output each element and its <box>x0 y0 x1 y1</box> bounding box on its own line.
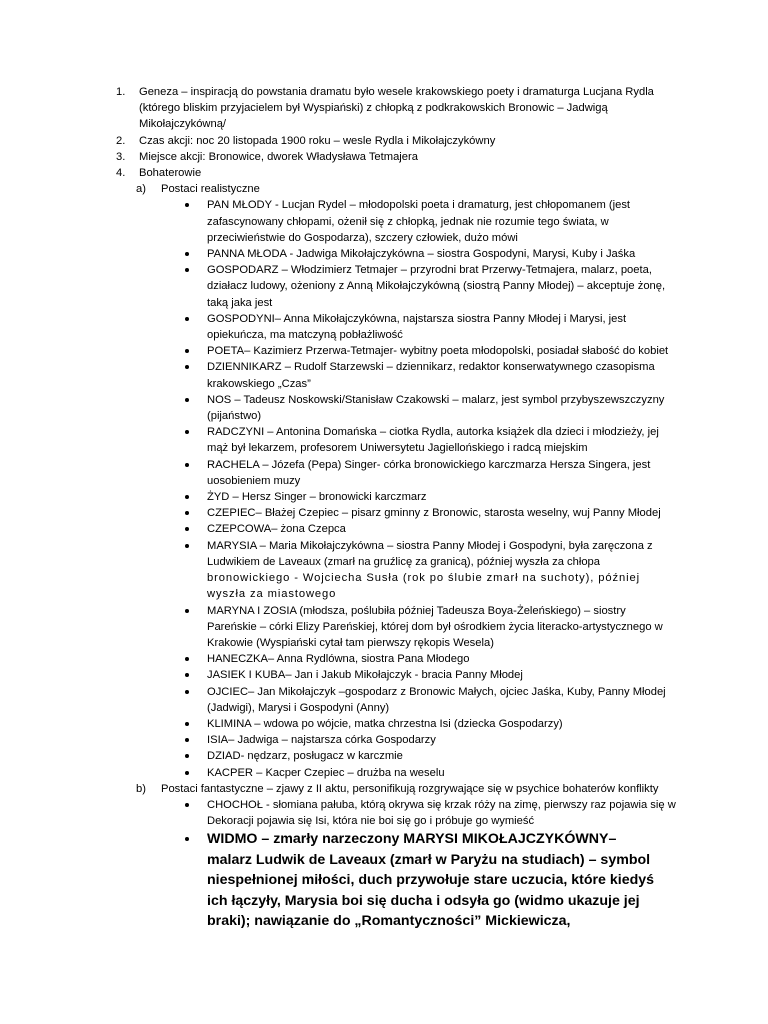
list-item <box>0 489 677 505</box>
bullet-text: KACPER – Kacper Czepiec – drużba na weselu <box>207 766 445 779</box>
item-text: Bohaterowie <box>139 167 202 180</box>
bullet-dot <box>185 803 189 807</box>
list-item <box>0 603 677 652</box>
bullet-dot <box>185 690 189 694</box>
bullet-dot <box>185 365 189 369</box>
bullet-text: GOSPODYNI– Anna Mikołajczykówna, najstarsza siostra Panny Młodej i Marysi, jest opiekuńcza, ma matczyną pobłażliwość <box>207 312 627 342</box>
list-item <box>0 457 677 489</box>
item-text: Czas akcji: noc 20 listopada 1900 roku – wesle Rydla i Mikołajczykówny <box>139 134 496 147</box>
list-item <box>0 748 677 764</box>
numbered-item-characters <box>0 165 659 181</box>
list-item <box>0 262 677 311</box>
document-page <box>0 84 768 932</box>
bullet-text: GOSPODARZ – Włodzimierz Tetmajer – przyrodni brat Przerwy-Tetmajera, malarz, poeta, działacz ludowy, ożeniony z Anną Mikołajczykówną (siostrą Panny Młodej) – akceptuje żonę, taką jaka jest <box>207 264 666 309</box>
bullet-text: MARYSIA – Maria Mikołajczykówna – siostra Panny Młodej i Gospodyni, była zaręczona z Ludwikiem de Laveaux (zmarł na gruźlicę za granicą), później wyszła za chłopa <box>207 539 653 568</box>
bullet-dot <box>185 349 189 353</box>
fantastic-characters-list <box>0 797 768 932</box>
bullet-dot <box>185 511 189 515</box>
item-number: 1. <box>116 86 126 98</box>
bullet-text: ŻYD – Hersz Singer – bronowicki karczmarz <box>207 491 427 504</box>
list-item <box>0 246 677 262</box>
list-item <box>0 392 677 424</box>
bullet-text: CZEPIEC– Błażej Czepiec – pisarz gminny z Bronowic, starosta weselny, wuj Panny Młodej <box>207 507 661 520</box>
bullet-text: KLIMINA – wdowa po wójcie, matka chrzestna Isi (dziecka Gospodarzy) <box>207 717 563 730</box>
bullet-dot <box>185 527 189 531</box>
list-item <box>0 797 677 829</box>
list-item <box>0 505 677 521</box>
bullet-text: PAN MŁODY - Lucjan Rydel – młodopolski poeta i dramaturg, jest chłopomanem (jest zafascynowany chłopami, ożenił się z chłopką, jednak nie rozumie tego świata, w przeciwieństwie do Gospodarza), szczery człowiek, dużo mówi <box>207 199 631 244</box>
list-item <box>0 829 659 932</box>
list-item <box>0 311 677 343</box>
section-letter: a) <box>136 183 146 196</box>
bullet-text: POETA– Kazimierz Przerwa-Tetmajer- wybitny poeta młodopolski, posiadał słabość do kobiet <box>207 345 669 358</box>
bullet-text: NOS – Tadeusz Noskowski/Stanisław Czakowski – malarz, jest symbol przybyszewszczyzny (pijaństwo) <box>207 393 665 423</box>
bullet-text: CZEPCOWA– żona Czepca <box>207 523 346 536</box>
list-item <box>0 684 677 716</box>
numbered-item-place <box>0 149 659 165</box>
item-text: Miejsce akcji: Bronowice, dworek Władysława Tetmajera <box>139 150 418 163</box>
list-item <box>0 343 677 359</box>
bullet-text: HANECZKA– Anna Rydlówna, siostra Pana Młodego <box>207 653 470 666</box>
numbered-item-time <box>0 133 659 149</box>
bullet-dot <box>185 495 189 499</box>
bullet-dot <box>185 268 189 272</box>
item-number: 4. <box>116 167 126 180</box>
section-fantastic-heading <box>0 781 661 797</box>
bullet-dot <box>185 738 189 742</box>
bullet-dot <box>185 754 189 758</box>
bullet-dot <box>185 771 189 775</box>
item-number: 2. <box>116 134 126 147</box>
list-item <box>0 765 677 781</box>
section-letter: b) <box>136 782 146 795</box>
bullet-text: RACHELA – Józefa (Pepa) Singer- córka bronowickiego karczmarza Hersza Singera, jest uosobieniem muzy <box>207 458 651 487</box>
bullet-dot <box>185 544 189 548</box>
list-item <box>0 732 677 748</box>
bullet-dot <box>185 203 189 207</box>
list-item <box>0 651 677 667</box>
list-item <box>0 667 677 683</box>
list-item <box>0 197 677 246</box>
bullet-text-continued: bronowickiego - Wojciecha Susła (rok po ślubie zmarł na suchoty), później wyszła za miastowego <box>207 572 640 601</box>
bullet-text: RADCZYNI – Antonina Domańska – ciotka Rydla, autorka książek dla dzieci i młodzieży, jej mąż był lekarzem, profesorem Uniwersytetu Jagiellońskiego i radcą miejskim <box>207 426 659 455</box>
item-number: 3. <box>116 150 126 163</box>
numbered-item-genesis <box>0 84 659 133</box>
list-item <box>0 716 677 732</box>
bullet-text: PANNA MŁODA - Jadwiga Mikołajczykówna – siostra Gospodyni, Marysi, Kuby i Jaśka <box>207 248 636 261</box>
bullet-text: DZIENNIKARZ – Rudolf Starzewski – dziennikarz, redaktor konserwatywnego czasopisma krakowskiego „Czas” <box>207 361 655 390</box>
section-title: Postaci realistyczne <box>161 183 260 196</box>
bullet-dot <box>185 317 189 321</box>
bullet-text: DZIAD- nędzarz, posługacz w karczmie <box>207 750 403 763</box>
section-realistic-heading <box>0 181 661 197</box>
section-title: Postaci fantastyczne – zjawy z II aktu, personifikują rozgrywające się w psychice bohaterów konflikty <box>161 782 659 795</box>
bullet-dot <box>185 609 189 613</box>
bullet-text: OJCIEC– Jan Mikołajczyk –gospodarz z Bronowic Małych, ojciec Jaśka, Kuby, Panny Młodej (Jadwigi), Marysi i Gospodyni (Anny) <box>207 685 666 714</box>
bullet-dot <box>185 252 189 256</box>
bullet-text: JASIEK I KUBA– Jan i Jakub Mikołajczyk - bracia Panny Młodej <box>207 669 523 682</box>
list-item <box>0 521 677 537</box>
list-item <box>0 424 677 456</box>
realistic-characters-list <box>0 197 768 780</box>
bullet-dot <box>185 430 189 434</box>
list-item <box>0 538 677 603</box>
bullet-text: WIDMO – zmarły narzeczony MARYSI MIKOŁAJCZYKÓWNY– malarz Ludwik de Laveaux (zmarł w Paryżu na studiach) – symbol niespełnionej miłości, duch przywołuje stare uczucia, które kiedyś ich łączyły, Marysia boi się ducha i odsyła go (widmo ukazuje jej braki); nawiązanie do „Romantyczności” Mickiewicza, <box>207 831 655 930</box>
list-item <box>0 359 677 391</box>
bullet-dot <box>185 398 189 402</box>
bullet-dot <box>185 673 189 677</box>
bullet-dot <box>185 657 189 661</box>
bullet-text: CHOCHOŁ - słomiana pałuba, którą okrywa się krzak róży na zimę, pierwszy raz pojawia się w Dekoracji pojawia się Isi, która nie boi się go i próbuje go wymieść <box>207 798 676 828</box>
bullet-text: MARYNA I ZOSIA (młodsza, poślubiła później Tadeusza Boya-Żeleńskiego) – siostry Pareńskie – córki Elizy Pareńskiej, której dom był ośrodkiem życia literacko-artystycznego w Krakowie (Wyspiański cytał tam pierwszy rękopis Wesela) <box>207 604 663 649</box>
bullet-dot <box>185 463 189 467</box>
bullet-text: ISIA– Jadwiga – najstarsza córka Gospodarzy <box>207 734 436 747</box>
bullet-dot <box>185 722 189 726</box>
item-text: Geneza – inspiracją do powstania dramatu było wesele krakowskiego poety i dramaturga Lucjana Rydla (którego bliskim przyjacielem był Wyspiański) z chłopką z podkrakowskich Bronowic – Jadwigą Mikołajczykówną/ <box>139 86 654 131</box>
bullet-dot <box>185 837 189 841</box>
